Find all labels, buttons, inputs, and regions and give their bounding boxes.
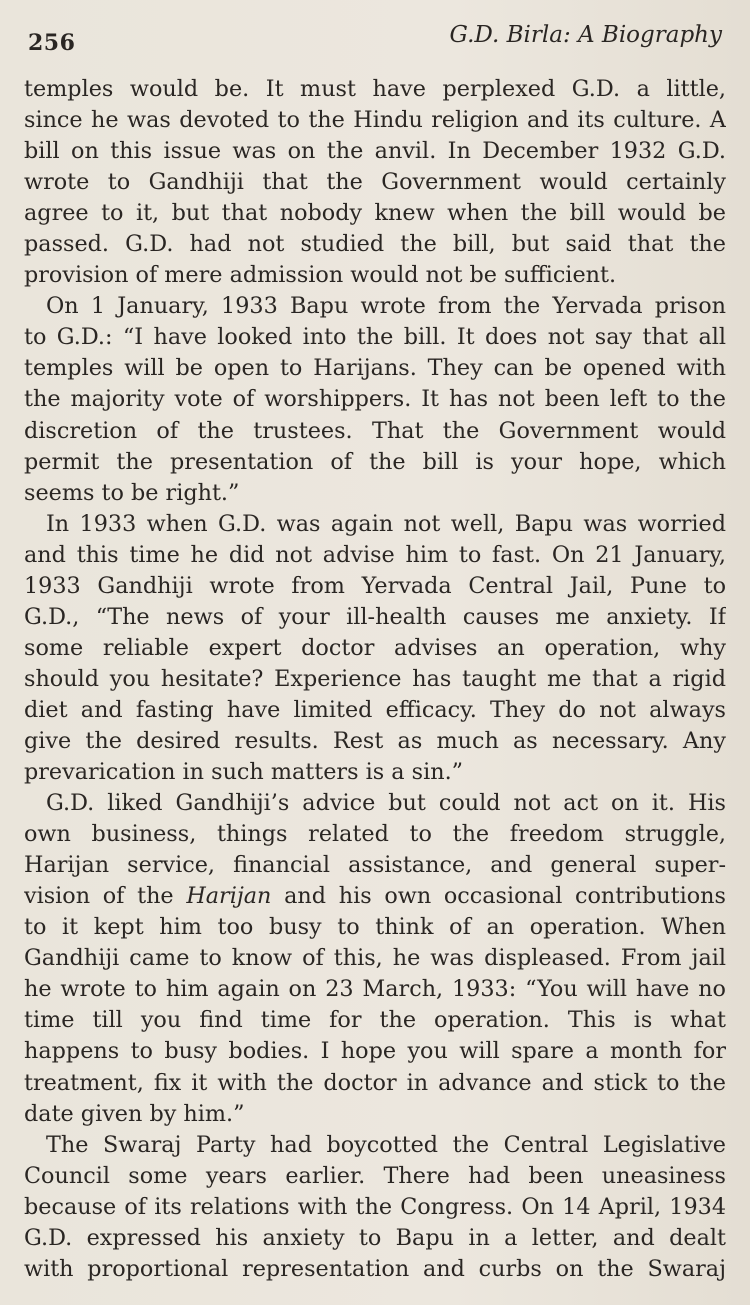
text-line: give the desired results. Rest as much as necessary. Any (24, 727, 726, 754)
text-line: temples will be open to Harijans. They can be opened with (24, 355, 726, 382)
text-line: date given by him.” (24, 1100, 245, 1127)
text-line: Harijan service, financial assistance, and general super- (24, 852, 726, 879)
page-header (0, 22, 750, 62)
text-line: should you hesitate? Experience has taught me that a rigid (24, 665, 726, 692)
paragraph-2 (24, 291, 726, 508)
text-line: seems to be right.” (24, 479, 240, 506)
text-line: the majority vote of worshippers. It has not been left to the (24, 386, 726, 413)
text-line: own business, things related to the freedom struggle, (24, 821, 726, 848)
text-line: wrote to Gandhiji that the Government would certainly (24, 169, 726, 196)
page-number: 256 (28, 30, 76, 56)
paragraph-3 (24, 509, 726, 788)
text-line: and this time he did not advise him to fast. On 21 January, (24, 541, 726, 568)
text-line: G.D. expressed his anxiety to Bapu in a letter, and dealt (24, 1224, 726, 1251)
text-line: to it kept him too busy to think of an operation. When (24, 914, 726, 941)
text-line: G.D. liked Gandhiji’s advice but could not act on it. His (46, 790, 726, 817)
text-line: G.D., “The news of your ill-health causes me anxiety. If (24, 603, 726, 630)
italic-title: Harijan (186, 883, 272, 910)
text-line: permit the presentation of the bill is your hope, which (24, 448, 726, 475)
text-line: with proportional representation and curbs on the Swaraj (24, 1255, 726, 1282)
text-line: 1933 Gandhiji wrote from Yervada Central Jail, Pune to (24, 572, 726, 599)
text-line: provision of mere admission would not be sufficient. (24, 262, 617, 289)
paragraph-4 (24, 788, 726, 1130)
text-line: discretion of the trustees. That the Government would (24, 417, 726, 444)
text-line: some reliable expert doctor advises an operation, why (24, 634, 726, 661)
text-line: diet and fasting have limited efficacy. They do not always (24, 696, 726, 723)
paragraph-1 (24, 74, 726, 291)
text-line: because of its relations with the Congress. On 14 April, 1934 (24, 1193, 726, 1220)
text-line: happens to busy bodies. I hope you will spare a month for (24, 1038, 726, 1065)
text-line: Gandhiji came to know of this, he was displeased. From jail (24, 945, 726, 972)
text-line: The Swaraj Party had boycotted the Central Legislative (46, 1131, 726, 1158)
text-line: bill on this issue was on the anvil. In December 1932 G.D. (24, 138, 726, 165)
text-line: treatment, fix it with the doctor in advance and stick to the (24, 1069, 726, 1096)
text-line: time till you find time for the operation. This is what (24, 1007, 726, 1034)
text-line: passed. G.D. had not studied the bill, but said that the (24, 231, 726, 258)
text-line: prevarication in such matters is a sin.” (24, 759, 464, 786)
text-line: agree to it, but that nobody knew when the bill would be (24, 200, 726, 227)
text-line: to G.D.: “I have looked into the bill. It does not say that all (24, 324, 726, 351)
text-line: since he was devoted to the Hindu religion and its culture. A (24, 107, 726, 134)
paragraph-5 (24, 1130, 726, 1285)
text-line: In 1933 when G.D. was again not well, Bapu was worried (46, 510, 726, 537)
text-line: vision of the Harijan and his own occasional contributions (24, 883, 726, 910)
text-line: On 1 January, 1933 Bapu wrote from the Yervada prison (46, 293, 726, 320)
text-line: temples would be. It must have perplexed G.D. a little, (24, 76, 726, 102)
text-line: Council some years earlier. There had been uneasiness (24, 1162, 726, 1189)
page-body (24, 74, 726, 1285)
text-line: he wrote to him again on 23 March, 1933: “You will have no (24, 976, 726, 1003)
running-title: G.D. Birla: A Biography (449, 22, 722, 48)
